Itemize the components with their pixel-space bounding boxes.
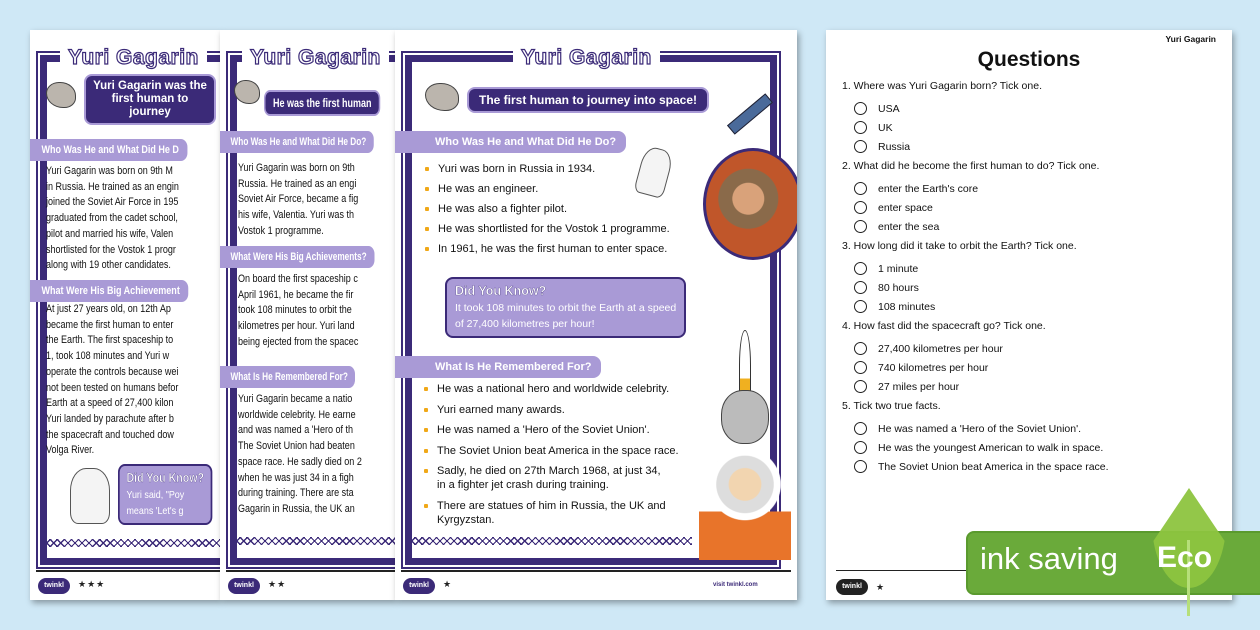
text-line: being ejected from the spacec: [238, 335, 359, 348]
answer-option[interactable]: [854, 140, 910, 153]
text-line: Volga River.: [46, 444, 95, 457]
text-line: operate the controls because wei: [46, 365, 179, 378]
text-line: April 1961, he became the fir: [238, 288, 354, 301]
radio-circle-icon[interactable]: [854, 201, 867, 214]
bullet-item: He was a national hero and worldwide celebrity.: [424, 382, 679, 396]
answer-option[interactable]: [854, 220, 939, 233]
worksheet-three-star: [30, 30, 220, 600]
footer-rule: [226, 570, 395, 572]
radio-circle-icon[interactable]: [854, 262, 867, 275]
text-line: Yuri Gagarin was born on 9th: [238, 162, 355, 174]
text-line: joined the Soviet Air Force in 195: [46, 196, 179, 209]
wave-divider: [412, 537, 692, 545]
bullet-item: The Soviet Union beat America in the space race.: [424, 444, 679, 458]
option-label: The Soviet Union beat America in the space race.: [878, 460, 1109, 473]
option-label: He was named a 'Hero of the Soviet Union'.: [878, 422, 1082, 435]
option-label: enter the Earth's core: [878, 182, 979, 195]
text-line: Yuri said, "Poy: [126, 489, 185, 501]
text-line: Soviet Air Force, became a fig: [238, 193, 359, 206]
difficulty-stars: ★★: [268, 579, 287, 589]
answer-option[interactable]: [854, 300, 935, 313]
wave-divider: [47, 539, 220, 547]
difficulty-stars: ★★★: [78, 579, 106, 589]
text-line: Russia. He trained as an engi: [238, 177, 357, 190]
option-label: 27 miles per hour: [878, 380, 960, 393]
radio-circle-icon[interactable]: [854, 220, 867, 233]
worksheet-one-star: [395, 30, 797, 600]
text-line: the Earth. The first spaceship to: [46, 334, 174, 347]
text-line: when he was just 34 in a figh: [238, 471, 354, 484]
paragraph: [46, 302, 178, 459]
question-text: 1. Where was Yuri Gagarin born? Tick one.: [842, 80, 1042, 92]
option-label: 108 minutes: [878, 300, 936, 313]
text-line: Yuri Gagarin was born on 9th M: [46, 165, 173, 177]
option-label: USA: [878, 102, 900, 115]
text-line: became the first human to enter: [46, 318, 174, 331]
banner: He was the first human: [264, 90, 381, 116]
page-header: Yuri Gagarin: [1165, 34, 1216, 44]
text-line: of 27,400 kilometres per hour!: [455, 318, 595, 330]
text-line: Earth at a speed of 27,400 kilon: [46, 397, 174, 410]
text-line: worldwide celebrity. He earne: [238, 408, 356, 421]
bullet-list: [425, 162, 670, 262]
text-line: Vostok 1 programme.: [238, 224, 324, 237]
question-text: 4. How fast did the spacecraft go? Tick one.: [842, 320, 1046, 332]
smoke-cloud: [721, 390, 769, 444]
gagarin-photo: [703, 148, 797, 260]
page-title: Questions: [977, 48, 1081, 71]
text-line: shortlisted for the Vostok 1 progr: [46, 243, 176, 256]
option-label: 740 kilometres per hour: [878, 361, 989, 374]
bullet-item: He was an engineer.: [425, 182, 670, 196]
worksheet-two-star: [220, 30, 395, 600]
text-line: not been tested on humans befor: [46, 381, 179, 394]
paragraph: [46, 164, 179, 274]
bullet-list: [424, 382, 679, 533]
section-heading: Who Was He and What Did He D: [30, 139, 187, 161]
answer-option[interactable]: [854, 121, 893, 134]
text-line: Yuri Gagarin became a natio: [238, 393, 353, 405]
option-label: enter space: [878, 201, 933, 214]
paragraph: [238, 161, 358, 240]
radio-circle-icon[interactable]: [854, 342, 867, 355]
page-title: Yuri Gagarin: [513, 46, 660, 70]
radio-circle-icon[interactable]: [854, 140, 867, 153]
site-link[interactable]: visit twinkl.com: [713, 582, 758, 588]
text-line: On board the first spaceship c: [238, 273, 358, 285]
answer-option[interactable]: [854, 281, 919, 294]
text-line: kilometres per hour. Yuri land: [238, 320, 355, 333]
text-line: means 'Let's g: [126, 505, 184, 517]
radio-circle-icon[interactable]: [854, 182, 867, 195]
footer-rule: [401, 570, 791, 572]
astronaut-illustration: [70, 468, 110, 524]
option-label: UK: [878, 121, 893, 134]
bullet-item: There are statues of him in Russia, the UK and Kyrgyzstan.: [424, 499, 679, 527]
option-label: 27,400 kilometres per hour: [878, 342, 1003, 355]
option-label: Russia: [878, 140, 911, 153]
question-text: 3. How long did it take to orbit the Earth? Tick one.: [842, 240, 1077, 252]
text-line: It took 108 minutes to orbit the Earth at a speed: [455, 302, 677, 314]
radio-circle-icon[interactable]: [854, 102, 867, 115]
eco-label: Eco: [1157, 541, 1213, 574]
radio-circle-icon[interactable]: [854, 460, 867, 473]
radio-circle-icon[interactable]: [854, 121, 867, 134]
answer-option[interactable]: [854, 460, 1109, 473]
bullet-item: In 1961, he was the first human to enter space.: [425, 242, 670, 256]
question-text: 2. What did he become the first human to do? Tick one.: [842, 160, 1100, 172]
astronaut-portrait: [699, 452, 791, 560]
answer-option[interactable]: [854, 422, 1081, 435]
difficulty-stars: ★: [876, 582, 886, 592]
page-title: Yuri Gagarin: [242, 46, 389, 70]
option-label: enter the sea: [878, 220, 940, 233]
bullet-item: Sadly, he died on 27th March 1968, at just 34, in a fighter jet crash during training.: [424, 464, 679, 492]
option-label: He was the youngest American to walk in space.: [878, 441, 1104, 454]
text-line: Yuri landed by parachute after b: [46, 412, 174, 425]
text-line: At just 27 years old, on 12th Ap: [46, 303, 171, 315]
text-line: pilot and married his wife, Valen: [46, 227, 174, 240]
section-heading: Who Was He and What Did He Do?: [395, 131, 626, 153]
bullet-item: Yuri was born in Russia in 1934.: [425, 162, 670, 176]
footer-rule: [36, 570, 220, 572]
text-line: Gagarin in Russia, the UK an: [238, 502, 355, 515]
questions-page: [826, 30, 1232, 600]
answer-option[interactable]: [854, 182, 978, 195]
text-line: the spacecraft and touched dow: [46, 428, 174, 441]
text-line: The Soviet Union had beaten: [238, 440, 355, 453]
text-line: in Russia. He trained as an engin: [46, 180, 179, 193]
radio-circle-icon[interactable]: [854, 281, 867, 294]
radio-circle-icon[interactable]: [854, 300, 867, 313]
answer-option[interactable]: [854, 102, 900, 115]
twinkl-logo: twinkl: [38, 578, 70, 594]
answer-option[interactable]: [854, 342, 1003, 355]
bullet-item: He was shortlisted for the Vostok 1 programme.: [425, 222, 670, 236]
text-line: and was named a 'Hero of th: [238, 424, 354, 437]
answer-option[interactable]: [854, 361, 988, 374]
twinkl-logo: twinkl: [836, 579, 868, 595]
radio-circle-icon[interactable]: [854, 422, 867, 435]
question-text: 5. Tick two true facts.: [842, 400, 941, 412]
text-line: graduated from the cadet school,: [46, 212, 178, 225]
answer-option[interactable]: [854, 262, 918, 275]
section-heading: What Were His Big Achievements?: [220, 246, 374, 268]
section-heading: What Were His Big Achievement: [30, 280, 188, 302]
text-line: took 108 minutes to orbit the: [238, 304, 352, 317]
section-heading: What Is He Remembered For?: [395, 356, 601, 378]
text-line: his wife, Valentia. Yuri was th: [238, 209, 354, 222]
radio-circle-icon[interactable]: [854, 441, 867, 454]
paragraph: [238, 272, 358, 351]
radio-circle-icon[interactable]: [854, 380, 867, 393]
paragraph: [238, 392, 362, 518]
text-line: along with 19 other candidates.: [46, 259, 171, 272]
text-line: 1, took 108 minutes and Yuri w: [46, 350, 170, 363]
twinkl-logo: twinkl: [228, 578, 260, 594]
section-heading: Who Was He and What Did He Do?: [220, 131, 374, 153]
text-line: during training. There are sta: [238, 487, 354, 500]
answer-option[interactable]: [854, 380, 959, 393]
section-heading: What Is He Remembered For?: [220, 366, 355, 388]
wave-divider: [237, 537, 395, 545]
bullet-item: Yuri earned many awards.: [424, 403, 679, 417]
option-label: 1 minute: [878, 262, 919, 275]
banner: The first human to journey into space!: [467, 87, 709, 113]
did-you-know-box: Did You Know? Yuri said, "Poy means 'Let's g: [118, 464, 213, 525]
ink-saving-label: ink saving: [980, 541, 1118, 576]
radio-circle-icon[interactable]: [854, 361, 867, 374]
twinkl-logo: twinkl: [403, 578, 435, 594]
banner: Yuri Gagarin was the first human to journey: [84, 74, 216, 125]
difficulty-stars: ★: [443, 579, 453, 589]
option-label: 80 hours: [878, 281, 919, 294]
page-title: Yuri Gagarin: [60, 46, 207, 70]
text-line: space race. He sadly died on 2: [238, 455, 362, 468]
bullet-item: He was named a 'Hero of the Soviet Union'.: [424, 423, 679, 437]
bullet-item: He was also a fighter pilot.: [425, 202, 670, 216]
asteroid-icon: [234, 80, 260, 104]
answer-option[interactable]: [854, 441, 1103, 454]
did-you-know-box: Did You Know? It took 108 minutes to orbit the Earth at a speed of 27,400 kilometres per hour!: [445, 277, 686, 338]
answer-option[interactable]: [854, 201, 933, 214]
